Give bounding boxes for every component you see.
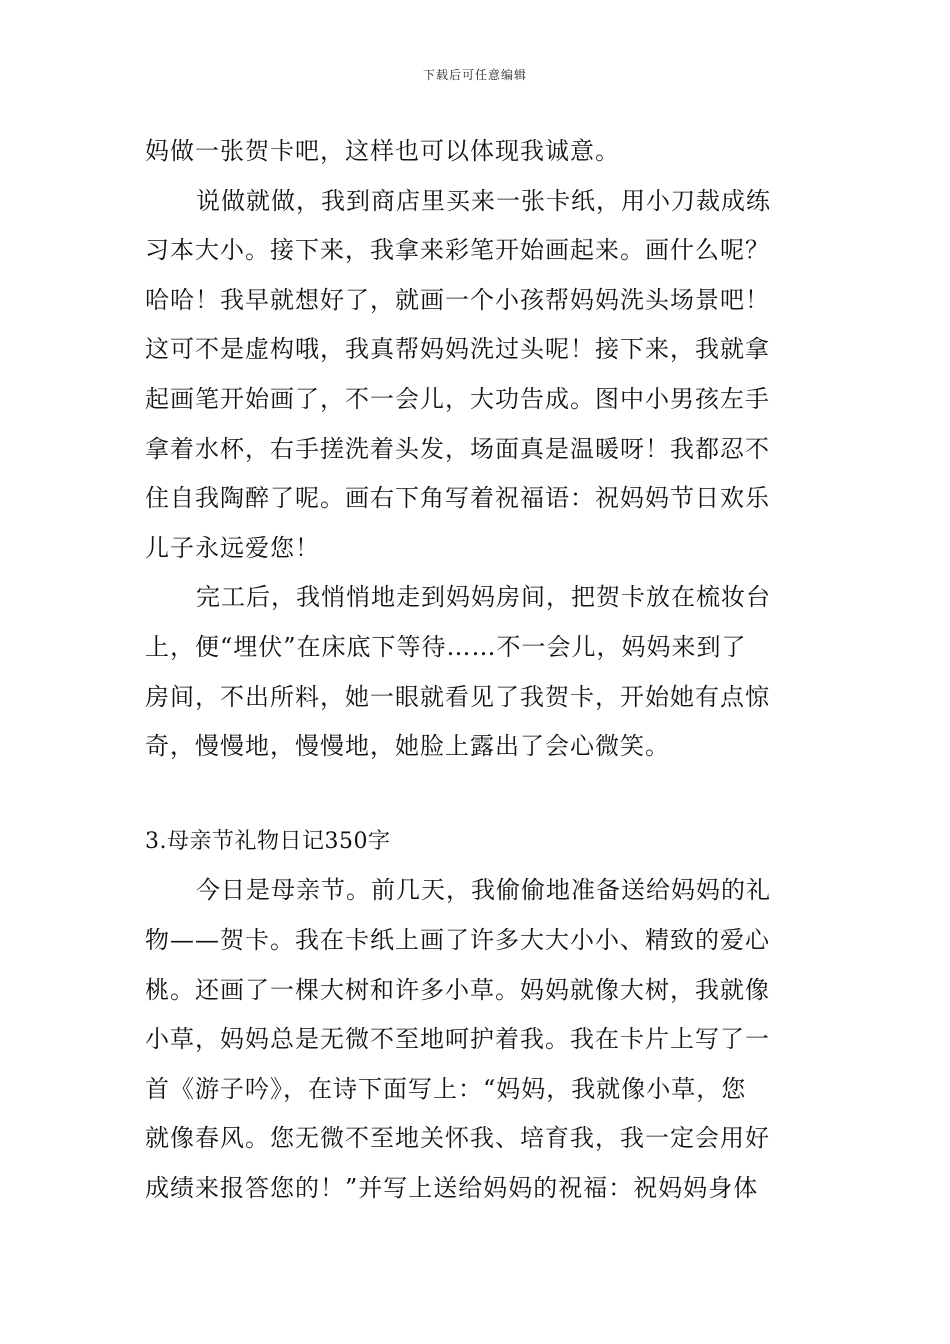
text-line: 这可不是虚构哦，我真帮妈妈洗过头呢！接下来，我就拿 [145, 335, 770, 364]
text-line: 妈做一张贺卡吧，这样也可以体现我诚意。 [145, 137, 620, 165]
text-line: 桃。还画了一棵大树和许多小草。妈妈就像大树，我就像 [145, 975, 770, 1004]
text-line: 住自我陶醉了呢。画右下角写着祝福语：祝妈妈节日欢乐 [145, 484, 770, 513]
text-line: 拿着水杯，右手搓洗着头发，场面真是温暖呀！我都忍不 [145, 434, 770, 463]
document-body [145, 127, 807, 1213]
text-line: 习本大小。接下来，我拿来彩笔开始画起来。画什么呢？ [145, 236, 770, 265]
text-line: 房间，不出所料，她一眼就看见了我贺卡，开始她有点惊 [145, 682, 770, 711]
paragraph-start-line: 完工后，我悄悄地走到妈妈房间，把贺卡放在梳妆台 [196, 583, 771, 612]
text-line: 小草，妈妈总是无微不至地呵护着我。我在卡片上写了一 [145, 1025, 770, 1054]
text-line: 就像春风。您无微不至地关怀我、培育我，我一定会用好 [145, 1124, 770, 1153]
paragraph-start-line: 今日是母亲节。前几天，我偷偷地准备送给妈妈的礼 [196, 876, 771, 905]
page-header-note: 下载后可任意编辑 [422, 68, 527, 82]
section-heading: 3.母亲节礼物日记350字 [145, 828, 391, 854]
text-line: 哈哈！我早就想好了，就画一个小孩帮妈妈洗头场景吧！ [145, 285, 770, 314]
paragraph-start-line: 说做就做，我到商店里买来一张卡纸，用小刀裁成练 [196, 186, 771, 215]
text-line: 上，便“埋伏”在床底下等待……不一会儿，妈妈来到了 [145, 632, 747, 661]
text-line: 起画笔开始画了，不一会儿，大功告成。图中小男孩左手 [145, 384, 770, 413]
text-line: 首《游子吟》，在诗下面写上：“妈妈，我就像小草，您 [145, 1074, 747, 1103]
text-line: 奇，慢慢地，慢慢地，她脸上露出了会心微笑。 [145, 732, 670, 761]
text-line: 物——贺卡。我在卡纸上画了许多大大小小、精致的爱心 [145, 925, 770, 954]
text-line: 成绩来报答您的！”并写上送给妈妈的祝福：祝妈妈身体 [145, 1173, 759, 1202]
text-line: 儿子永远爱您！ [145, 533, 320, 562]
